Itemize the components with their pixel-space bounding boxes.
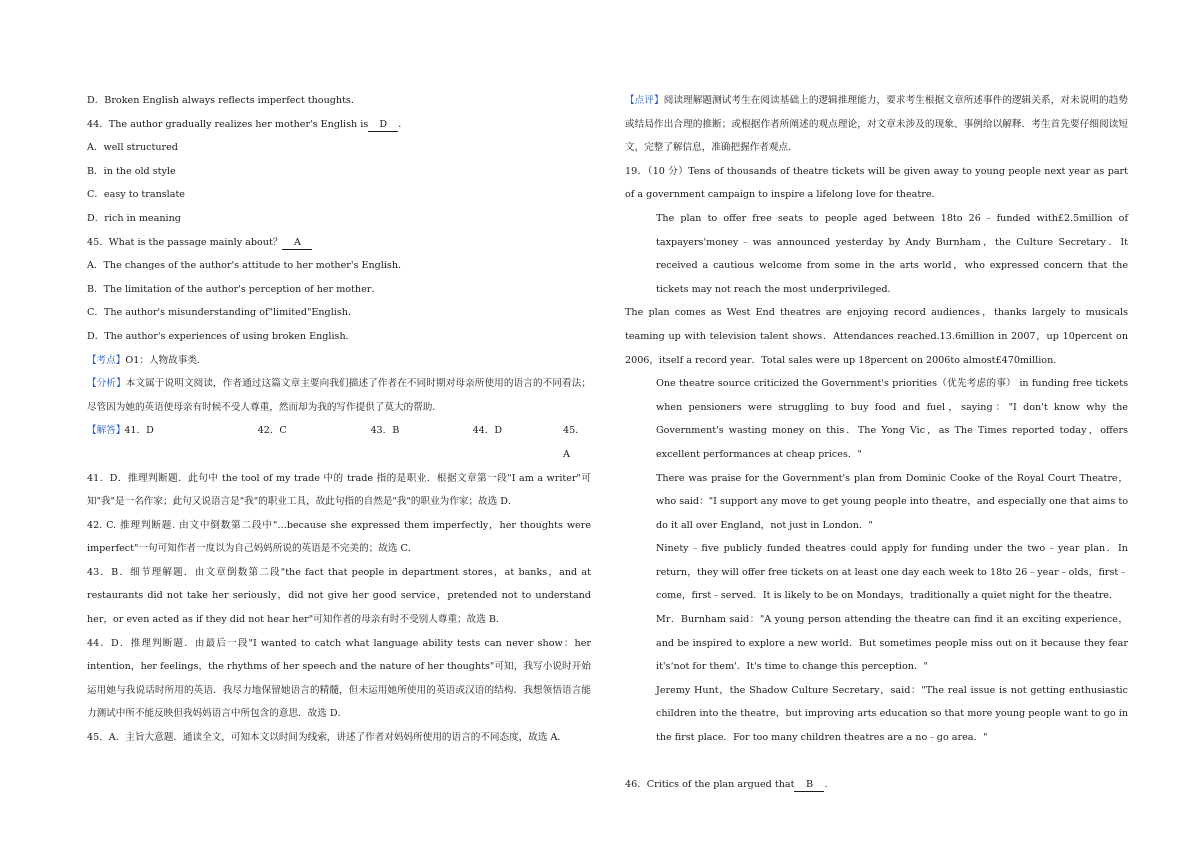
answer-41: 41．D — [124, 425, 154, 437]
passage-paragraph-1: The plan to offer free seats to people aged between 18to 26﹣funded with£2.5million of taxpayers'money﹣was announced yesterday by Andy Burnham，the Culture Secretary．It received a cautious welcome from some in the arts world，who expressed concern that the tickets may not reach the most underprivileged． — [656, 212, 1128, 295]
kaodian-tag: 【考点】 — [87, 354, 126, 366]
kaodian-text: O1：人物故事类． — [125, 354, 207, 366]
passage-paragraph-2: The plan comes as West End theatres are enjoying record audiences，thanks largely to musicals teaming up with television talent shows．Attendances reached.13.6million in 2007，up 10percent on 2006，itself a record year．Total sales were up 18percent on 2006to almost£470million． — [625, 307, 1128, 366]
option-44-a: A．well structured — [87, 142, 178, 154]
question-45-text: 45．What is the passage mainly about？ — [87, 236, 283, 248]
dianping-text: 阅读理解题测试考生在阅读基础上的逻辑推理能力，要求考生根据文章所述事件的逻辑关系，对未说明的趋势或结局作出合理的推断；或根据作者所阐述的观点理论，对文章未涉及的现象、事例给以解释．考生首先要仔细阅读短文，完整了解信息，准确把握作者观点． — [625, 95, 1129, 154]
explanation-44: 44．D．推理判断题．由最后一段"I wanted to catch what language ability tests can never show：her intention，her feelings，the rhythms of her speech and the nature of her thoughts"可知，我写小说时开始运用她与我说话时所用的英语．我尽力地保留她语言的精髓，但未运用她所使用的英语或汉语的结构．我想领悟语言能力测试中所不能反映但我妈妈语言中所包含的意思．故选 D． — [87, 637, 591, 720]
question-44 — [87, 113, 591, 137]
dianping-tag: 【点评】 — [625, 95, 664, 106]
option-45-d: D．The author's experiences of using broken English． — [87, 330, 356, 342]
question-44-text: 44．The author gradually realizes her mother's English is — [87, 118, 369, 130]
passage-paragraph-5: Ninety﹣five publicly funded theatres could apply for funding under the two﹣year plan．In return，they will offer free tickets on at least one day each week to 18to 26﹣year﹣olds，first﹣come，first﹣served．It is likely to be on Mondays，traditionally a quiet night for the theatre． — [656, 543, 1128, 602]
answer-45: 45．A — [563, 425, 585, 460]
explanation-43: 43．B．细节理解题．由文章倒数第二段"the fact that people in department stores，at banks，and at restaurants did not take her seriously，did not give her good service，pretended not to understand her，or even acted as if they did not hear her"可知作者的母亲有时不受别人尊重；故选 B． — [87, 566, 591, 626]
jieda-tag: 【解答】 — [87, 425, 126, 437]
passage-paragraph-3: One theatre source criticized the Government's priorities（优先考虑的事） in funding free tickets when pensioners were struggling to buy food and fuel，saying："I don't know why the Government's wasting money on this．The Yong Vic，as The Times reported today，offers excellent performances at cheap prices．" — [656, 378, 1128, 460]
question-46-text: 46．Critics of the plan argued that — [625, 779, 795, 791]
left-column — [87, 89, 591, 750]
question-46-answer: B — [794, 779, 824, 792]
passage-paragraph-4: There was praise for the Government's plan from Dominic Cooke of the Royal Court Theatre，who said："I support any move to get young people into theatre，and especially one that aims to do it all over England，not just in London．" — [656, 472, 1128, 531]
answer-43: 43．B — [370, 425, 400, 437]
explanation-45: 45．A．主旨大意题．通读全文，可知本文以时间为线索，讲述了作者对妈妈所使用的语言的不同态度，故选 A． — [87, 732, 568, 744]
blank-spacer — [625, 750, 1128, 774]
fenxi-section — [87, 372, 591, 419]
option-44-b: B．in the old style — [87, 165, 176, 177]
dianping-section — [625, 89, 1128, 160]
option-45-b: B．The limitation of the author's perception of her mother． — [87, 283, 381, 295]
answer-44: 44．D — [472, 425, 503, 437]
question-19-intro: 19．（10 分）Tens of thousands of theatre tickets will be given away to young people next year as part of a government campaign to inspire a lifelong love for theatre． — [625, 165, 1128, 201]
explanation-41: 41．D．推理判断题．此句中 the tool of my trade 中的 trade 指的是职业．根据文章第一段"I am a writer"可知"我"是一名作家；此句又说语言是"我"的职业工具，故此句指的自然是"我"的职业为作家；故选 D． — [87, 472, 591, 508]
question-46 — [625, 773, 1128, 797]
explanation-42: 42. C. 推理判断题. 由文中倒数第二段中"…because she expressed them imperfectly，her thoughts were imperfect"一句可知作者一度以为自己妈妈所说的英语是不完美的；故选 C． — [87, 519, 591, 555]
question-45-answer: A — [282, 237, 312, 250]
passage-paragraph-7: Jeremy Hunt，the Shadow Culture Secretary，said："The real issue is not getting enthusiastic children into the theatre，but improving arts education so that more young people want to go in the first place．For too many children theatres are a no﹣go area．" — [656, 684, 1128, 744]
question-44-answer: D — [368, 119, 398, 132]
question-44-suffix: ． — [398, 118, 408, 130]
right-column — [625, 89, 1128, 797]
kaodian-section — [87, 349, 591, 373]
fenxi-tag: 【分析】 — [87, 378, 126, 390]
passage-paragraph-6: Mr．Burnham said："A young person attending the theatre can find it an exciting experience，and be inspired to explore a new world．But sometimes people miss out on it because they fear it's‘not for them'．It's time to change this perception．" — [656, 614, 1128, 673]
option-45-a: A．The changes of the author's attitude to her mother's English． — [87, 260, 408, 272]
option-45-c: C．The author's misunderstanding of"limited"English． — [87, 307, 358, 319]
question-45 — [87, 231, 591, 255]
answer-42: 42．C — [257, 425, 287, 437]
answer-key-row — [87, 419, 591, 466]
option-44-c: C．easy to translate — [87, 189, 185, 201]
option-43-d: D．Broken English always reflects imperfect thoughts． — [87, 95, 361, 106]
option-44-d: D．rich in meaning — [87, 212, 181, 224]
fenxi-text: 本文属于说明文阅读，作者通过这篇文章主要向我们描述了作者在不同时期对母亲所使用的语言的不同看法；尽管因为她的英语使母亲有时候不受人尊重，然而却为我的写作提供了莫大的帮助． — [87, 378, 592, 413]
question-46-suffix: ． — [824, 779, 835, 791]
